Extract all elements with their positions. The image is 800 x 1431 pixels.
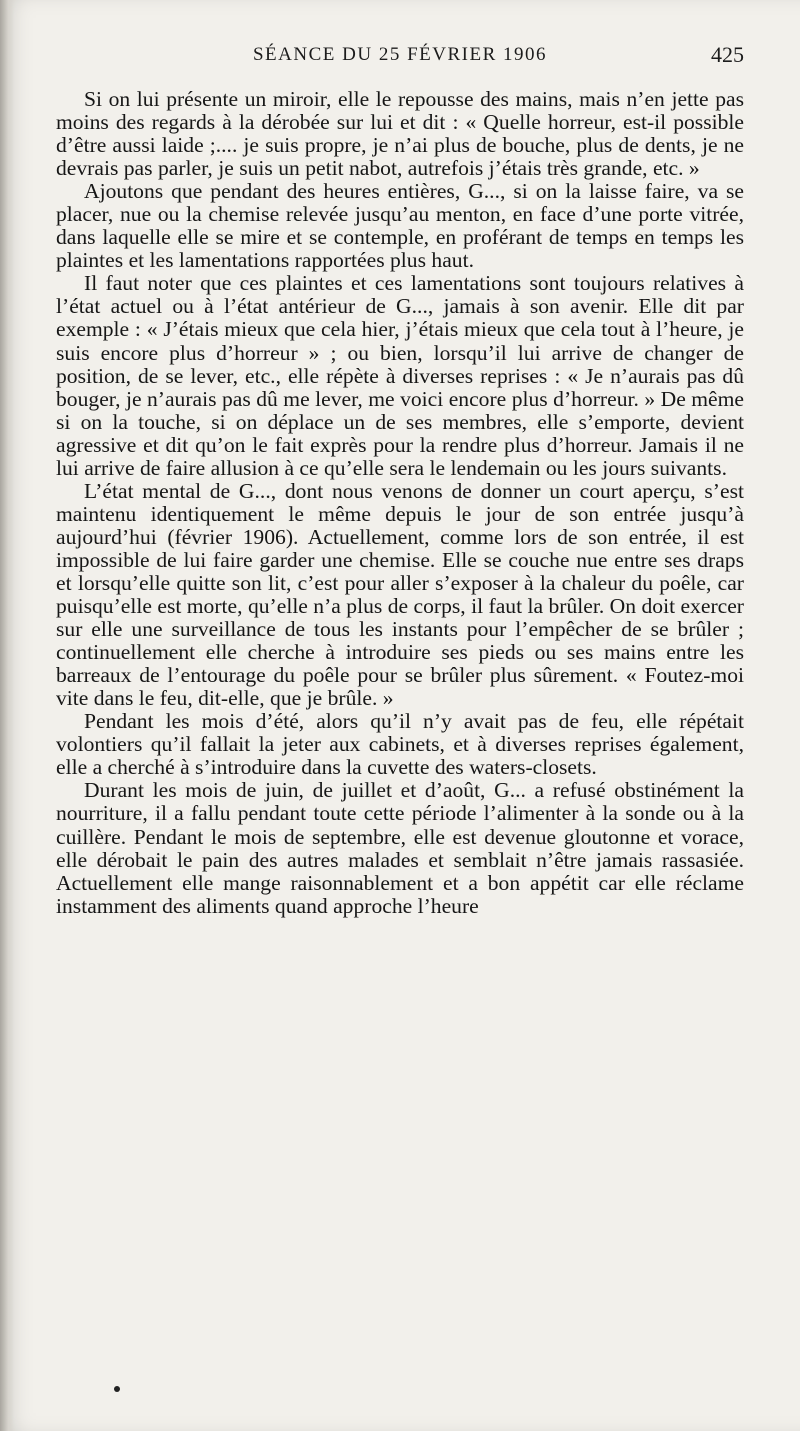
paragraph-mental-state: L’état mental de G..., dont nous venons de donner un court aperçu, s’est maintenu identiquement le même depuis le jour de son entrée jusqu’à aujourd’hui (février 1906). Actuellement, comme lors de son entrée, il est impossible de lui faire garder une chemise. Elle se couche nue entre ses draps et lorsqu’elle quitte son lit, c’est pour aller s’exposer à la chaleur du poêle, car puisqu’elle est morte, qu’elle n’a plus de corps, il faut la brûler. On doit exercer sur elle une surveillance de tous les instants pour l’empêcher de se brûler ; continuellement elle cherche à introduire ses pieds ou ses mains entre les barreaux de l’entourage du poêle pour se brûler plus sûrement. « Foutez-moi vite dans le feu, dit-elle, que je brûle. » bbox=[56, 478, 744, 711]
ink-speck bbox=[114, 1386, 120, 1392]
paragraph-lamentations: Il faut noter que ces plaintes et ces lamentations sont toujours relatives à l’état actuel ou à l’état antérieur de G..., jamais à son avenir. Elle dit par exemple : « J’étais mieux que cela hier, j’étais mieux que cela tout à l’heure, je suis encore plus d’horreur » ; ou bien, lorsqu’il lui arrive de changer de position, de se lever, etc., elle répète à diverses reprises : « Je n’aurais pas dû bouger, je n’aurais pas dû me lever, me voici encore plus d’horreur. » De même si on la touche, si on déplace un de ses membres, elle s’emporte, devient agressive et dit qu’on le fait exprès pour la rendre plus d’horreur. Jamais il ne lui arrive de faire allusion à ce qu’elle sera le lendemain ou les jours suivants. bbox=[56, 271, 744, 480]
paragraph-feeding: Durant les mois de juin, de juillet et d’août, G... a refusé obstinément la nourriture, il a fallu pendant toute cette période l’alimenter à la sonde ou à la cuillère. Pendant le mois de septembre, elle est devenue gloutonne et vorace, elle dérobait le pain des autres malades et semblait n’être jamais rassasiée. Actuellement elle mange raisonnablement et a bon appétit car elle réclame instamment des aliments quand approche l’heure bbox=[56, 778, 744, 918]
paragraph-mirror: Si on lui présente un miroir, elle le repousse des mains, mais n’en jette pas moins des regards à la dérobée sur lui et dit : « Quelle horreur, est-il possible d’être aussi laide ;.... je suis propre, je n’ai plus de bouche, plus de dents, je ne devrais pas parler, je suis un petit nabot, autrefois j’étais très grande, etc. » bbox=[56, 87, 744, 181]
page-number: 425 bbox=[711, 42, 744, 67]
page-gutter-shadow bbox=[0, 0, 14, 1431]
running-head: SÉANCE DU 25 FÉVRIER 1906 bbox=[252, 44, 547, 65]
page-header bbox=[56, 38, 744, 78]
paragraph-summer: Pendant les mois d’été, alors qu’il n’y avait pas de feu, elle répétait volontiers qu’il fallait la jeter aux cabinets, et à diverses reprises également, elle a cherché à s’introduire dans la cuvette des waters-closets. bbox=[56, 709, 744, 780]
paragraph-glass-door: Ajoutons que pendant des heures entières, G..., si on la laisse faire, va se placer, nue ou la chemise relevée jusqu’au menton, en face d’une porte vitrée, dans laquelle elle se mire et se contemple, en proférant de temps en temps les plaintes et les lamentations rapportées plus haut. bbox=[56, 179, 744, 273]
body-text bbox=[56, 88, 744, 918]
